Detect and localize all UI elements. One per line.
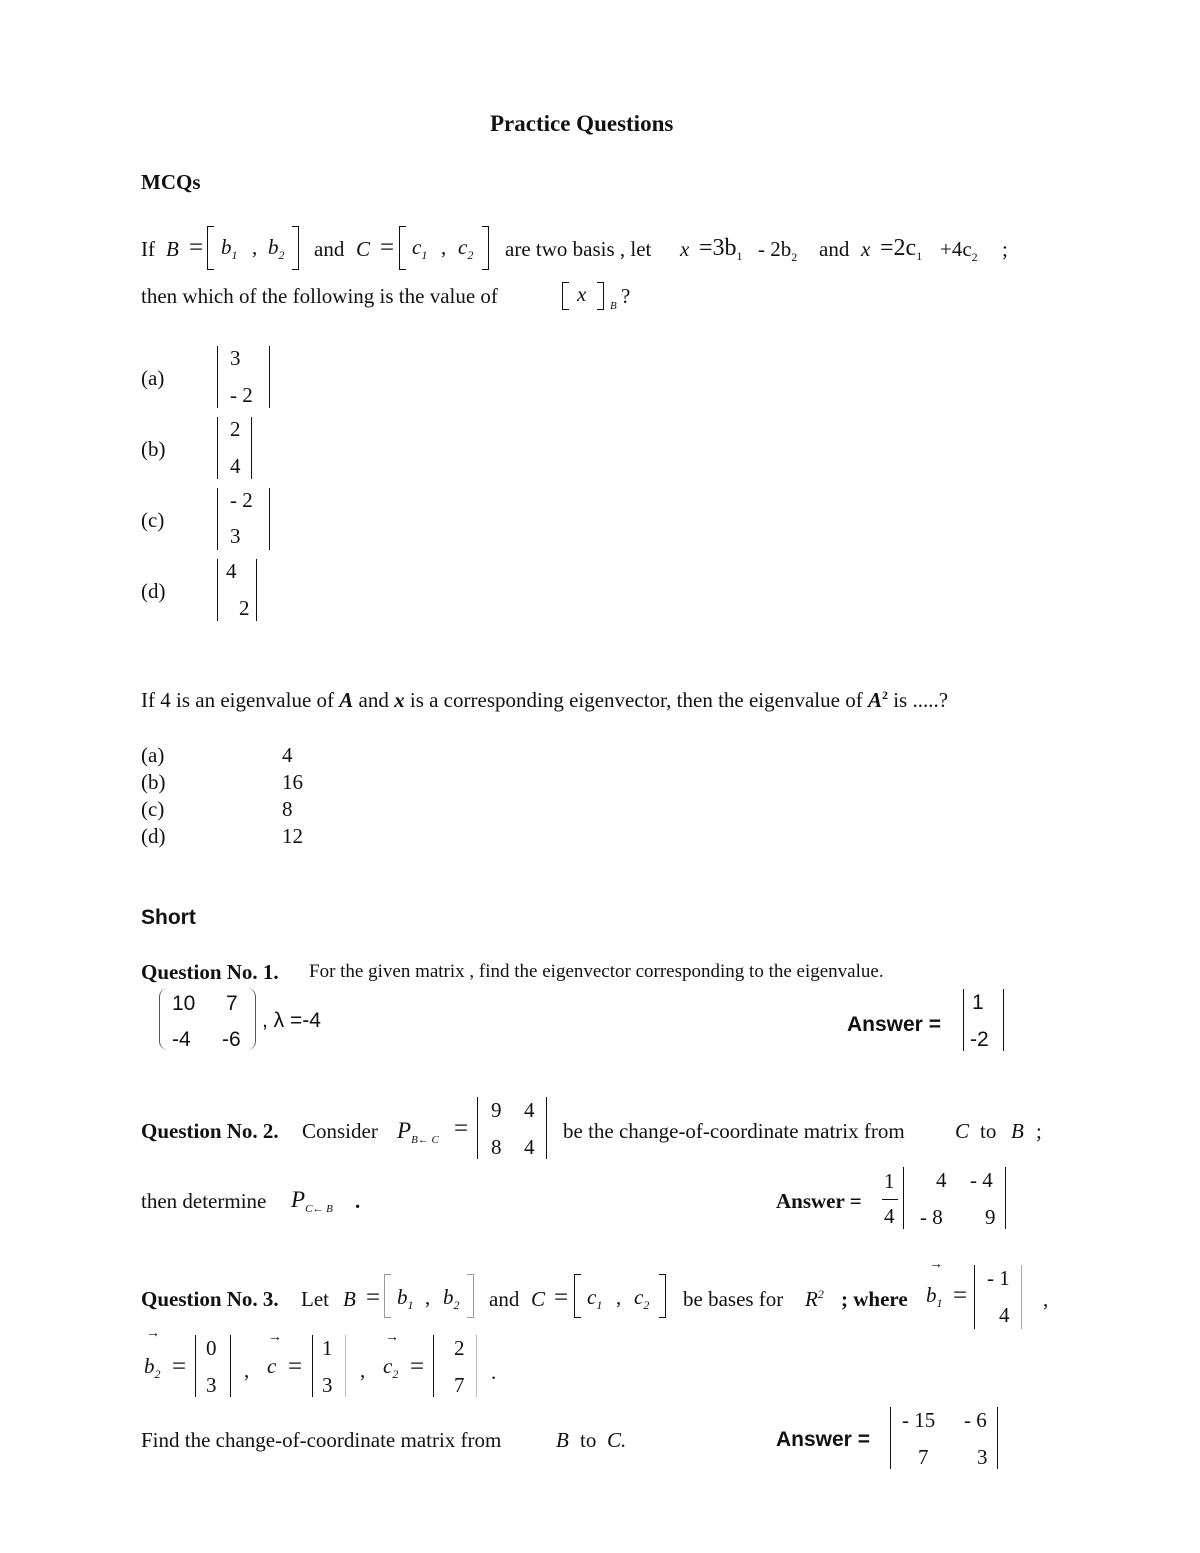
sq3-eq6: = (410, 1353, 425, 1380)
sq1-answer-top: 1 (972, 991, 984, 1014)
mcq1-xB-bracket-right (597, 282, 604, 310)
sq2-frac-den: 4 (884, 1204, 895, 1228)
sq2-frac-bar (882, 1199, 898, 1200)
sq2-semicolon: ; (1036, 1119, 1042, 1143)
sq2-eq: = (454, 1115, 469, 1142)
sq3-where: ; where (841, 1287, 908, 1311)
option-bottom: 3 (230, 524, 241, 548)
sq3-a01: - 6 (964, 1408, 987, 1432)
mcq1-and1: and (314, 237, 345, 261)
sq3-C-bracket-right (659, 1274, 666, 1318)
mcq2-stem: If 4 is an eigenvalue of A and x is a corresponding eigenvector, then the eigenvalue of $A^2$ is .....? (141, 688, 949, 712)
sq3-answer-label: Answer = (776, 1428, 870, 1451)
sq3-find: Find the change-of-coordinate matrix from (141, 1428, 502, 1452)
mcq1-x1: x (680, 237, 690, 261)
mcq1-and2: and (819, 237, 850, 261)
mcq1-B-bracket-left (207, 226, 214, 270)
sq2-answer-right-bar (1005, 1167, 1006, 1229)
mcq1-xB: x (577, 282, 587, 306)
sq1-m01: 7 (226, 992, 238, 1015)
sq2-m00: 9 (491, 1098, 502, 1122)
option-label: (a) (141, 366, 165, 390)
sq2-a11: 9 (985, 1205, 996, 1229)
sq3-label: Question No. 3. (141, 1287, 279, 1311)
sq2-to: to (980, 1119, 997, 1143)
option-matrix-right-bar (269, 488, 270, 550)
sq2-P2: $P_{C\leftarrow B}$ (291, 1187, 333, 1215)
option-value: 16 (282, 770, 303, 794)
sq3-c-right-bar (345, 1335, 346, 1397)
mcq1-comma1: , (252, 235, 258, 259)
mcq1-semicolon: ; (1002, 237, 1008, 261)
sq1-matrix-paren-left (159, 988, 168, 1050)
sq3-c-arrow-icon: → (268, 1330, 282, 1345)
sq1-matrix-paren-right (247, 988, 256, 1050)
sq3-b1-bottom: 4 (999, 1303, 1010, 1327)
sq3-comma2: , (616, 1285, 622, 1309)
sq2-dot: . (355, 1189, 361, 1213)
sq3-eq1: = (366, 1284, 381, 1311)
sq3-b2-vec-label: $b_2$ (144, 1354, 161, 1381)
mcq1-eq2: = (380, 234, 395, 261)
sq3-eq2: = (554, 1284, 569, 1311)
option-label: (b) (141, 437, 166, 461)
sq3-comma4: , (244, 1358, 250, 1382)
sq3-b1-top: - 1 (987, 1266, 1010, 1290)
option-bottom: - 2 (230, 383, 253, 407)
sq3-B: B (343, 1287, 356, 1311)
sq1-m10: -4 (172, 1028, 191, 1051)
option-matrix-right-bar (251, 417, 252, 479)
sq3-b2-arrow-icon: → (146, 1326, 160, 1341)
mcq1-C-bracket-right (482, 226, 489, 270)
option-value: 4 (282, 743, 293, 767)
mcq1-c2: $c_2$ (458, 235, 474, 262)
sq2-line2: then determine (141, 1189, 267, 1213)
sq3-c2-right-bar (476, 1335, 477, 1397)
mcq1-expr2: $=2c_1$ (880, 235, 923, 263)
mcq1-eq1: = (189, 234, 204, 261)
sq3-c-left-bar (312, 1335, 313, 1397)
sq3-C: C (531, 1287, 546, 1311)
sq1-answer-bottom: -2 (970, 1028, 989, 1051)
sq2-label: Question No. 2. (141, 1119, 279, 1143)
sq1-text: For the given matrix , find the eigenvector corresponding to the eigenvalue. (309, 961, 884, 982)
option-label: (c) (141, 508, 165, 532)
sq1-m11: -6 (222, 1028, 241, 1051)
sq3-answer-left-bar (890, 1407, 891, 1469)
sq2-matrix-right-bar (546, 1097, 547, 1159)
sq3-b2-bottom: 3 (206, 1373, 217, 1397)
option-label: (c) (141, 797, 165, 821)
option-label: (d) (141, 579, 166, 603)
sq3-eq4: = (172, 1353, 187, 1380)
sq3-let: Let (301, 1287, 329, 1311)
option-top: 3 (230, 346, 241, 370)
mcq1-question-mark: ? (621, 284, 631, 308)
sq3-from-B: B (556, 1428, 569, 1452)
sq3-comma3: , (1043, 1287, 1049, 1311)
sq2-matrix-left-bar (477, 1097, 478, 1159)
sq2-frac-num: 1 (884, 1169, 895, 1193)
sq2-P: $P_{B\leftarrow C}$ (397, 1118, 439, 1146)
option-matrix-left-bar (217, 417, 218, 479)
option-label: (a) (141, 743, 165, 767)
sq3-answer-right-bar (997, 1407, 998, 1469)
sq2-answer-label: Answer = (776, 1189, 862, 1213)
sq3-c2-left-bar (433, 1335, 434, 1397)
mcq1-plus4c: $+4c_2$ (940, 237, 978, 264)
sq3-b2-right-bar (230, 1335, 231, 1397)
mcq1-C: C (356, 237, 371, 261)
mcq1-B-bracket-right (292, 226, 299, 270)
sq3-c1: $c_1$ (587, 1285, 603, 1312)
sq1-answer-label: Answer = (847, 1013, 941, 1036)
sq3-b2-top: 0 (206, 1336, 217, 1360)
mcq1-b2: $b_2$ (268, 235, 285, 262)
mcq1-c1: $c_1$ (412, 235, 428, 262)
mcq1-b1: $b_1$ (221, 235, 238, 262)
short-heading: Short (141, 906, 196, 929)
sq2-a10: - 8 (920, 1205, 943, 1229)
option-bottom: 4 (230, 454, 241, 478)
sq3-b1-left-bar (974, 1265, 975, 1329)
sq1-label: Question No. 1. (141, 960, 279, 984)
sq3-b2: $b_2$ (443, 1285, 460, 1312)
mcq1-C-bracket-left (399, 226, 406, 270)
sq3-comma5: , (360, 1358, 366, 1382)
mcq1-minus2b: - $2b_2$ (758, 237, 798, 264)
sq1-lambda: , λ =-4 (262, 1009, 321, 1032)
sq3-c2-top: 2 (454, 1336, 465, 1360)
sq2-a00: 4 (936, 1168, 947, 1192)
sq3-B-bracket-left (384, 1274, 391, 1318)
option-bottom: 2 (239, 596, 250, 620)
sq1-answer-right-bar (1003, 989, 1004, 1051)
sq2-B: B (1011, 1119, 1024, 1143)
sq3-to: to (580, 1428, 597, 1452)
option-top: - 2 (230, 488, 253, 512)
sq3-comma1: , (425, 1285, 431, 1309)
page-title: Practice Questions (490, 111, 674, 136)
sq3-c2-vec-label: $c_2$ (383, 1354, 399, 1381)
option-label: (b) (141, 770, 166, 794)
sq3-and: and (489, 1287, 520, 1311)
sq3-bases-text: be bases for (683, 1287, 784, 1311)
mcq1-xB-bracket-left (562, 282, 569, 310)
option-matrix-right-bar (269, 346, 270, 408)
sq3-b2-left-bar (195, 1335, 196, 1397)
option-matrix-left-bar (217, 488, 218, 550)
sq3-b1-vec-label: $b_1$ (926, 1283, 943, 1310)
sq3-b1-right-bar (1021, 1265, 1022, 1329)
option-matrix-right-bar (256, 559, 257, 621)
sq3-period: . (491, 1360, 497, 1384)
option-label: (d) (141, 824, 166, 848)
sq3-a10: 7 (918, 1445, 929, 1469)
sq3-eq3: = (953, 1282, 968, 1309)
sq3-c-vec-label: c (267, 1354, 277, 1378)
sq1-m00: 10 (172, 992, 196, 1015)
option-value: 8 (282, 797, 293, 821)
sq1-answer-left-bar (963, 989, 964, 1051)
mcq1-B: B (166, 237, 179, 261)
option-matrix-left-bar (217, 346, 218, 408)
sq2-answer-left-bar (903, 1167, 904, 1229)
sq2-m11: 4 (524, 1135, 535, 1159)
sq3-eq5: = (288, 1353, 303, 1380)
option-value: 12 (282, 824, 303, 848)
option-matrix-left-bar (217, 559, 218, 621)
mcq1-basis-text: are two basis , let (505, 237, 652, 261)
sq3-to-C: C. (607, 1428, 627, 1452)
mcq1-x2: x (861, 237, 871, 261)
sq3-b1-arrow-icon: → (929, 1257, 943, 1272)
sq3-a00: - 15 (902, 1408, 936, 1432)
sq3-c2: $c_2$ (634, 1285, 650, 1312)
sq3-c-top: 1 (322, 1336, 333, 1360)
mcq1-expr1: $=3b_1$ (699, 235, 743, 263)
sq3-c-bottom: 3 (322, 1373, 333, 1397)
sq2-a01: - 4 (970, 1168, 993, 1192)
sq2-consider: Consider (302, 1119, 378, 1143)
sq2-m01: 4 (524, 1098, 535, 1122)
mcq1-if: If (141, 237, 155, 261)
mcqs-heading: MCQs (141, 170, 201, 194)
sq2-m10: 8 (491, 1135, 502, 1159)
sq2-C: C (955, 1119, 970, 1143)
sq3-a11: 3 (977, 1445, 988, 1469)
sq2-text-after: be the change-of-coordinate matrix from (563, 1119, 905, 1143)
option-top: 4 (226, 559, 237, 583)
mcq1-xB-sub: B (610, 300, 617, 312)
mcq1-line2: then which of the following is the value of (141, 284, 498, 308)
option-top: 2 (230, 417, 241, 441)
sq3-b1: $b_1$ (397, 1285, 414, 1312)
mcq1-comma2: , (441, 235, 447, 259)
sq3-c2-arrow-icon: → (385, 1330, 399, 1345)
sq3-B-bracket-right (467, 1274, 474, 1318)
sq3-R: $R^2$ (805, 1287, 824, 1311)
sq3-C-bracket-left (574, 1274, 581, 1318)
sq3-c2-bottom: 7 (454, 1373, 465, 1397)
